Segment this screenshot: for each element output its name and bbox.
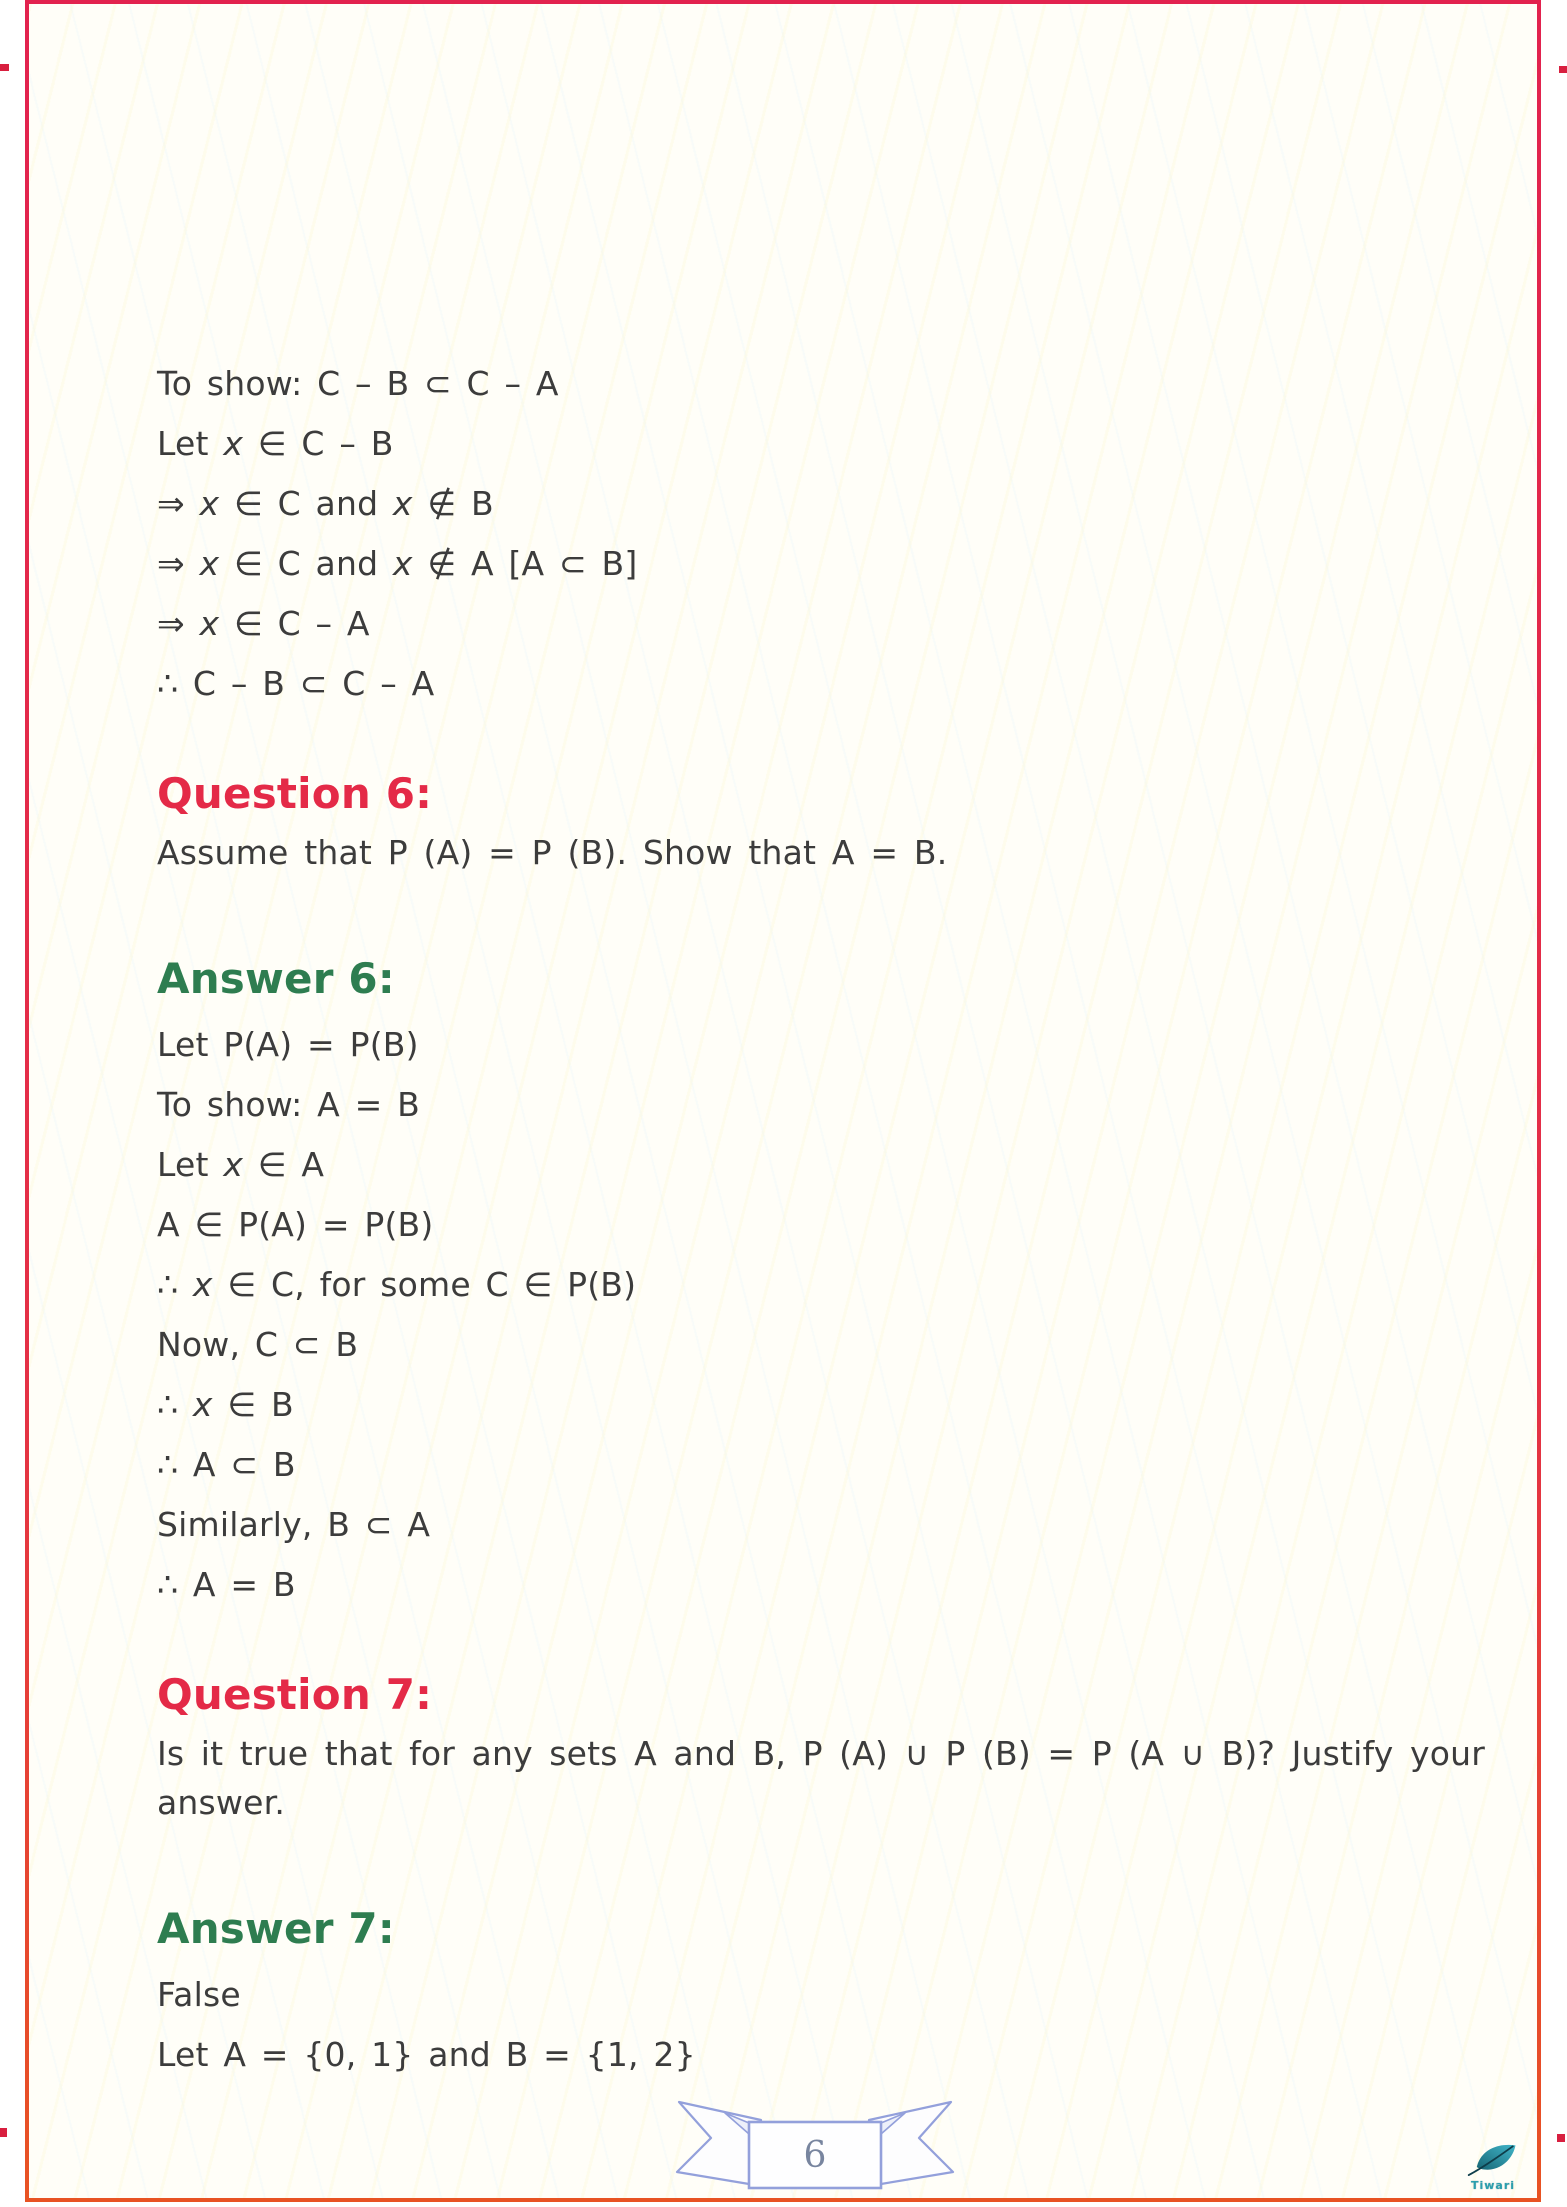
proof-line: Let x ∈ C – B — [157, 424, 394, 463]
page-border-frame — [25, 0, 1541, 2202]
page-number-ribbon — [665, 2092, 965, 2192]
proof-line: ⇒ x ∈ C and x ∉ B — [157, 484, 494, 523]
answer-lines — [157, 1965, 1485, 2085]
feather-icon — [1464, 2140, 1522, 2176]
question-text: Assume that P (A) = P (B). Show that A = B. — [157, 833, 948, 872]
brand-logo — [1461, 2140, 1525, 2192]
answer-line: A ∈ P(A) = P(B) — [157, 1205, 434, 1244]
proof-steps — [157, 354, 1485, 714]
question-7-block — [157, 1667, 1485, 2085]
edge-mark-top-right — [1559, 66, 1567, 73]
question-heading: Question 6: — [157, 769, 433, 818]
edge-mark-top-left — [0, 64, 9, 71]
proof-line: ⇒ x ∈ C and x ∉ A [A ⊂ B] — [157, 544, 638, 583]
answer-line: ∴ A = B — [157, 1565, 296, 1604]
page-number: 6 — [803, 2134, 827, 2176]
question-6-block — [157, 766, 1485, 1615]
answer-line: Now, C ⊂ B — [157, 1325, 359, 1364]
question-heading: Question 7: — [157, 1670, 433, 1719]
answer-heading: Answer 6: — [157, 954, 395, 1003]
answer-heading: Answer 7: — [157, 1904, 395, 1953]
answer-line: Let P(A) = P(B) — [157, 1025, 419, 1064]
question-text: Is it true that for any sets A and B, P (A) ∪ P (B) = P (A ∪ B)? Justify your answer. — [157, 1734, 1485, 1822]
proof-line: ⇒ x ∈ C – A — [157, 604, 370, 643]
answer-line: Let x ∈ A — [157, 1145, 325, 1184]
page-content — [29, 4, 1537, 2085]
edge-mark-bottom-right — [1557, 2134, 1565, 2142]
answer-line: False — [157, 1975, 241, 2014]
answer-line: To show: A = B — [157, 1085, 420, 1124]
answer-line: Let A = {0, 1} and B = {1, 2} — [157, 2035, 696, 2074]
answer-line: ∴ x ∈ C, for some C ∈ P(B) — [157, 1265, 637, 1304]
answer-line: ∴ x ∈ B — [157, 1385, 294, 1424]
proof-line: To show: C – B ⊂ C – A — [157, 364, 559, 403]
proof-line: ∴ C – B ⊂ C – A — [157, 664, 435, 703]
answer-lines — [157, 1015, 1485, 1615]
edge-mark-bottom-left — [0, 2128, 7, 2137]
answer-line: ∴ A ⊂ B — [157, 1445, 296, 1484]
answer-line: Similarly, B ⊂ A — [157, 1505, 431, 1544]
brand-logo-text: Tiwari — [1470, 2179, 1516, 2192]
